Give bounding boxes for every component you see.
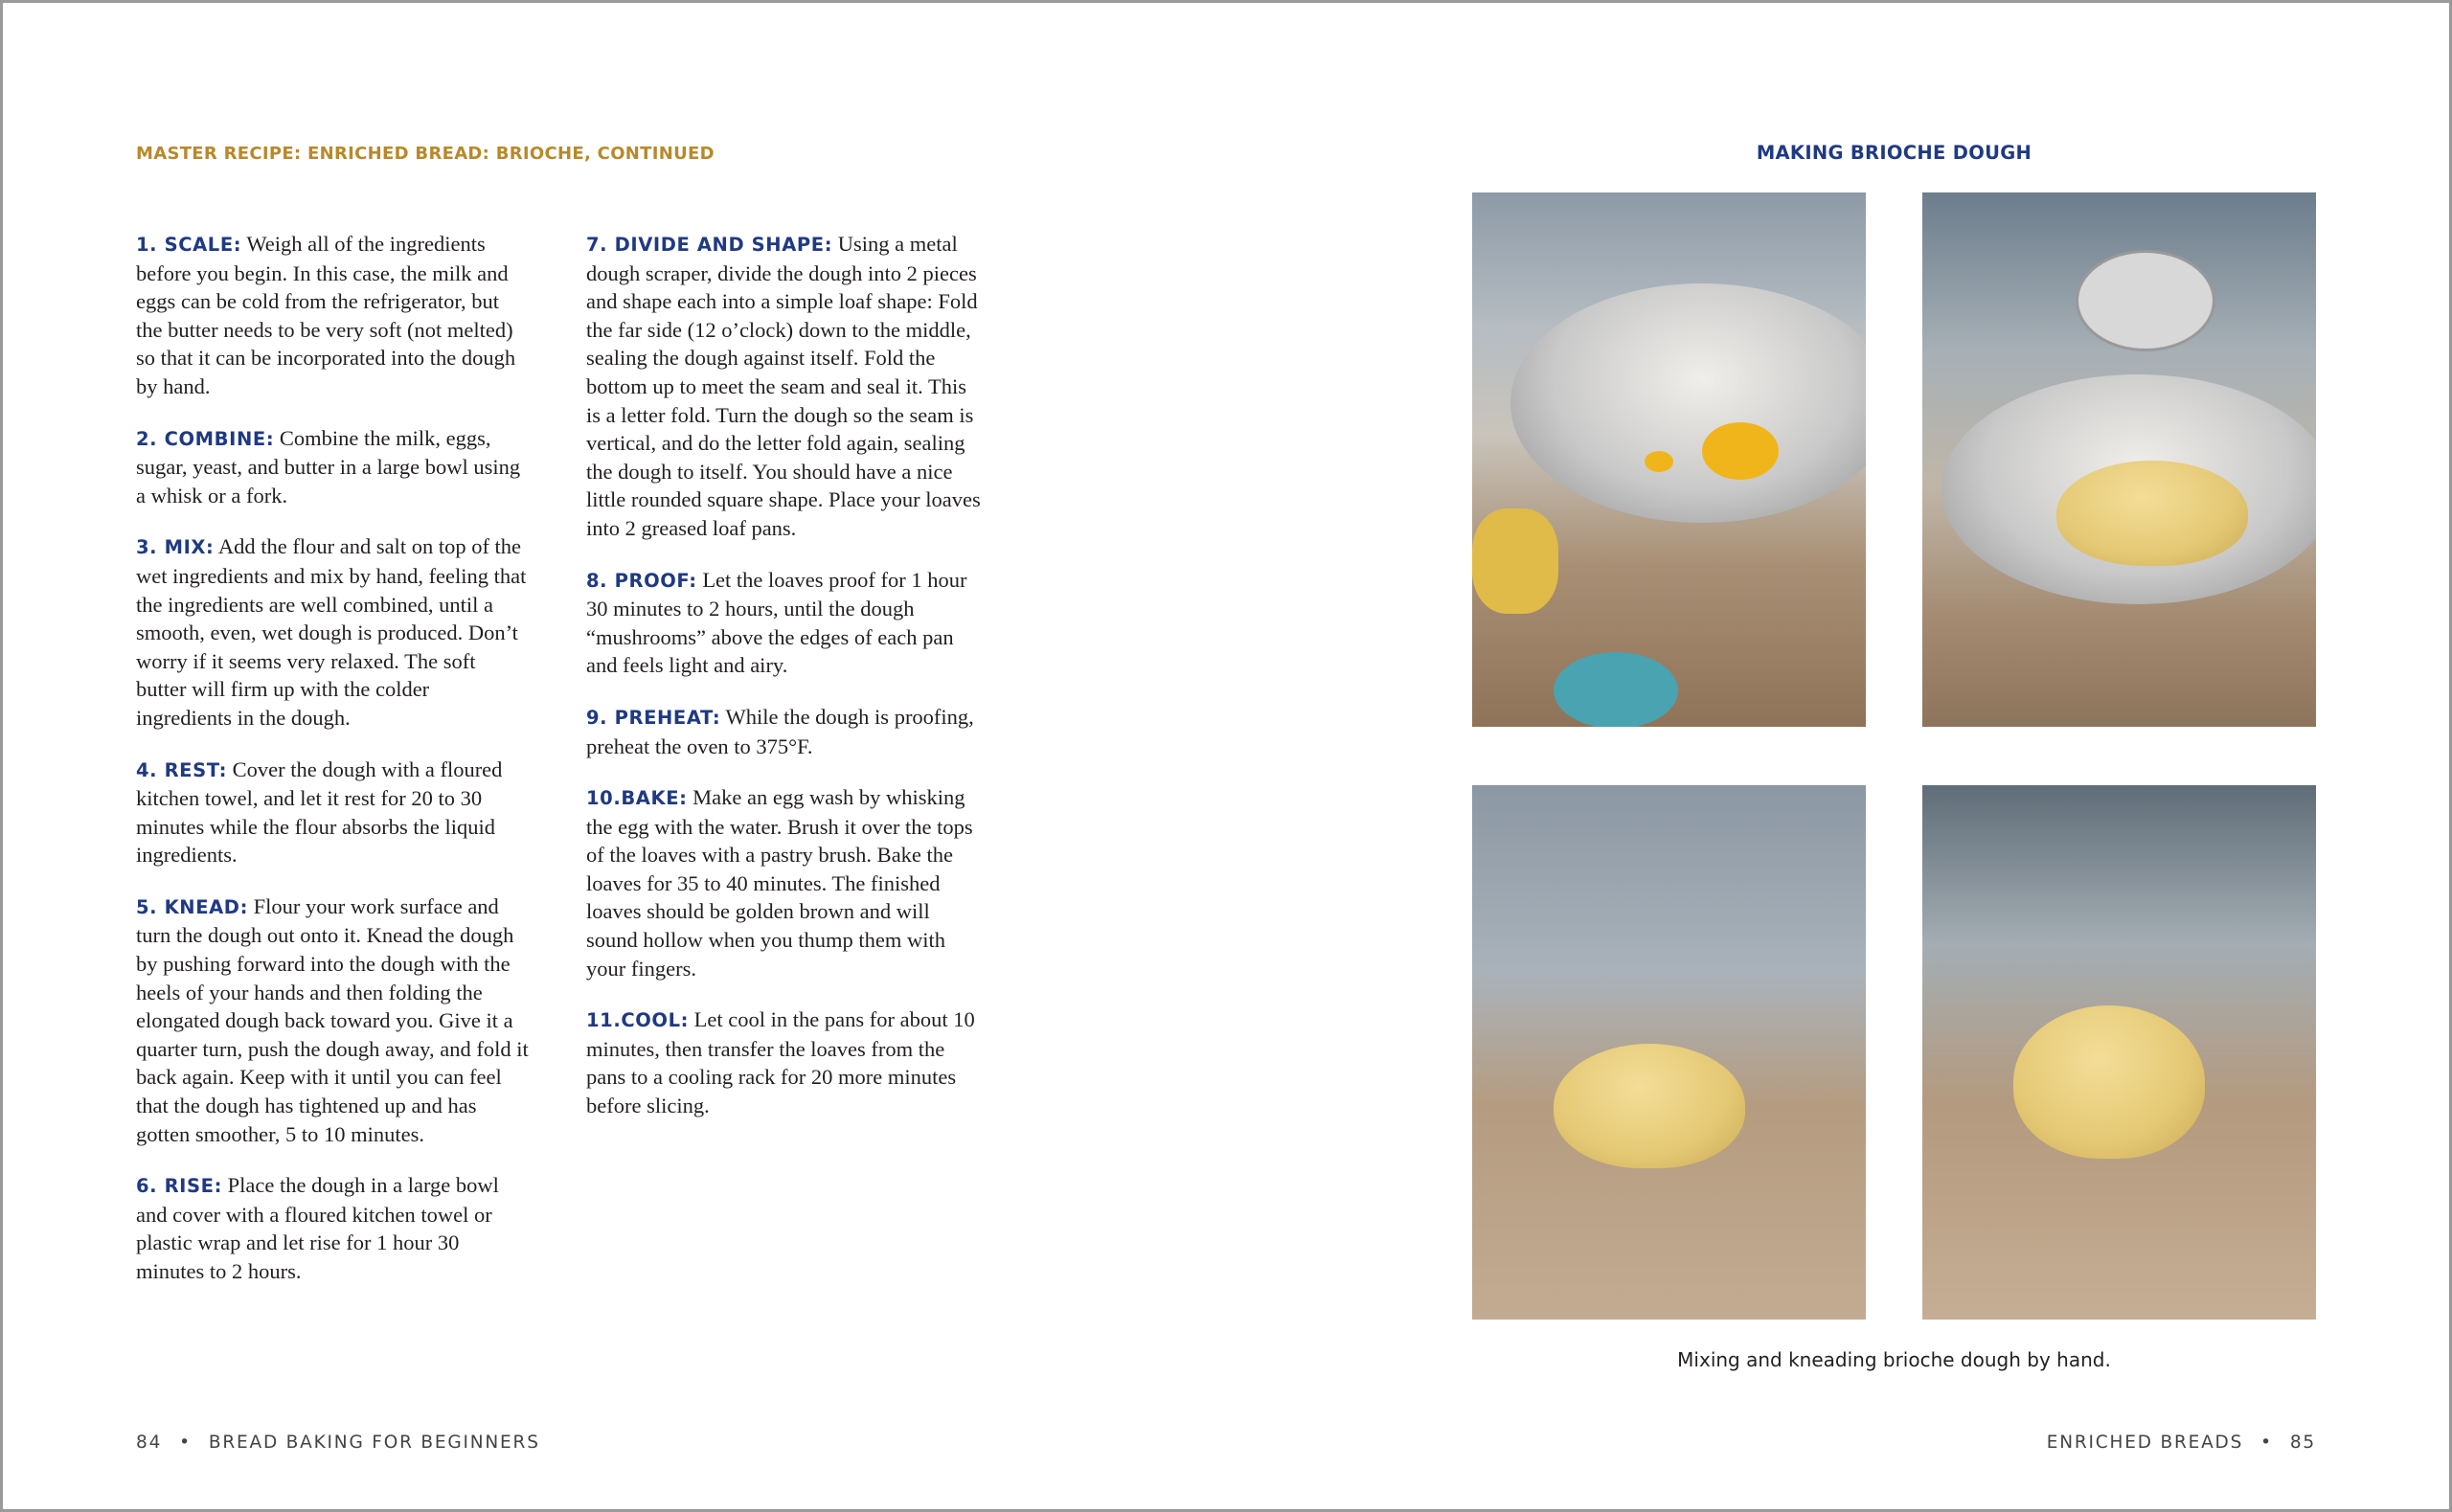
- step-label: 2. COMBINE:: [136, 427, 275, 450]
- photo-shaped-dough: [1922, 785, 2316, 1320]
- step-proof: [586, 566, 984, 680]
- running-head: MASTER RECIPE: ENRICHED BREAD: BRIOCHE, CONTINUED: [136, 144, 715, 164]
- step-label: 8. PROOF:: [586, 569, 697, 592]
- mixing-bowl: [1510, 283, 1866, 523]
- step-rest: [136, 756, 529, 869]
- chapter-title: ENRICHED BREADS: [2046, 1433, 2244, 1453]
- step-mix: [136, 532, 529, 732]
- page-number: 85: [2289, 1433, 2316, 1453]
- photo-kneading-dough: [1472, 785, 1866, 1320]
- dough-ball: [2013, 1005, 2205, 1159]
- step-scale: [136, 230, 529, 401]
- shaggy-dough: [2056, 461, 2248, 566]
- step-bake: [586, 783, 984, 982]
- step-divide-and-shape: [586, 230, 984, 543]
- step-label: 11.COOL:: [586, 1009, 690, 1032]
- steps-column-1: [136, 230, 529, 1309]
- step-label: 7. DIVIDE AND SHAPE:: [586, 234, 833, 256]
- step-label: 9. PREHEAT:: [586, 706, 721, 729]
- step-text: While the dough is proofing, preheat the oven to 375°F.: [586, 704, 974, 758]
- step-text: Cover the dough with a floured kitchen towel, and let it rest for 20 to 30 minutes while the flour absorbs the liquid ingredients.: [136, 756, 503, 868]
- step-label: 6. RISE:: [136, 1175, 222, 1198]
- step-text: Let the loaves proof for 1 hour 30 minutes to 2 hours, until the dough “mushrooms” above the edges of each pan and feels light and airy.: [586, 567, 967, 678]
- step-knead: [136, 892, 529, 1148]
- step-label: 10.BAKE:: [586, 787, 688, 810]
- step-label: 1. SCALE:: [136, 234, 242, 256]
- step-text: Flour your work surface and turn the dough out onto it. Knead the dough by pushing forward into the dough with the heels of your hands and then folding the elongated dough back toward you. Give it a quarter turn, push the dough away, and fold it back again. Keep with it until you can feel that the dough has tightened up and has gotten smoother, 5 to 10 minutes.: [136, 893, 529, 1146]
- folio-left: [136, 1433, 540, 1453]
- egg-yolk: [1702, 422, 1779, 480]
- folio-right: [2047, 1433, 2316, 1453]
- book-title: BREAD BAKING FOR BEGINNERS: [208, 1433, 540, 1453]
- photo-sifting-flour: [1922, 192, 2316, 727]
- folio-separator: •: [2260, 1433, 2273, 1453]
- step-cool: [586, 1005, 984, 1119]
- step-combine: [136, 424, 529, 510]
- folio-separator: •: [179, 1433, 192, 1453]
- step-text: Weigh all of the ingredients before you begin. In this case, the milk and eggs can be cold from the refrigerator, but the butter needs to be very soft (not melted) so that it can be incorporated into the dough by hand.: [136, 232, 516, 398]
- step-text: Let cool in the pans for about 10 minutes, then transfer the loaves from the pans to a cooling rack for 20 more minutes before slicing.: [586, 1007, 975, 1118]
- step-text: Using a metal dough scraper, divide the dough into 2 pieces and shape each into a simple loaf shape: Fold the far side (12 o’clock) down to the middle, sealing the dough against itself. Fold the bottom up to meet the seam and seal it. This is a letter fold. Turn the dough so the seam is vertical, and do the letter fold again, sealing the dough to itself. You should have a nice little rounded square shape. Place your loaves into 2 greased loaf pans.: [586, 232, 981, 540]
- salt-bowl: [1554, 652, 1678, 727]
- page-number: 84: [136, 1433, 163, 1453]
- step-label: 5. KNEAD:: [136, 895, 248, 918]
- step-text: Place the dough in a large bowl and cover with a floured kitchen towel or plastic wrap and let rise for 1 hour 30 minutes to 2 hours.: [136, 1173, 499, 1283]
- step-label: 4. REST:: [136, 758, 227, 781]
- dough-ball: [1554, 1044, 1745, 1168]
- egg-yolk: [1645, 451, 1673, 472]
- sifter: [2076, 250, 2215, 351]
- figure-title: MAKING BRIOCHE DOUGH: [1756, 142, 2032, 164]
- butter-bowl: [1472, 508, 1558, 614]
- photo-mixing-eggs: [1472, 192, 1866, 727]
- step-rise: [136, 1171, 529, 1285]
- step-label: 3. MIX:: [136, 536, 215, 559]
- step-text: Make an egg wash by whisking the egg with the water. Brush it over the tops of the loaves with a pastry brush. Bake the loaves for 35 to 40 minutes. The finished loaves should be golden brown and will sound hollow when you thump them with your fingers.: [586, 785, 973, 981]
- step-text: Combine the milk, eggs, sugar, yeast, and butter in a large bowl using a whisk or a fork.: [136, 425, 521, 508]
- steps-column-2: [586, 230, 984, 1143]
- figure-caption: Mixing and kneading brioche dough by hand.: [1677, 1348, 2111, 1371]
- step-preheat: [586, 703, 984, 760]
- step-text: Add the flour and salt on top of the wet ingredients and mix by hand, feeling that the ingredients are well combined, until a smooth, even, wet dough is produced. Don’t worry if it seems very relaxed. The soft butter will firm up with the colder ingredients in the dough.: [136, 534, 527, 730]
